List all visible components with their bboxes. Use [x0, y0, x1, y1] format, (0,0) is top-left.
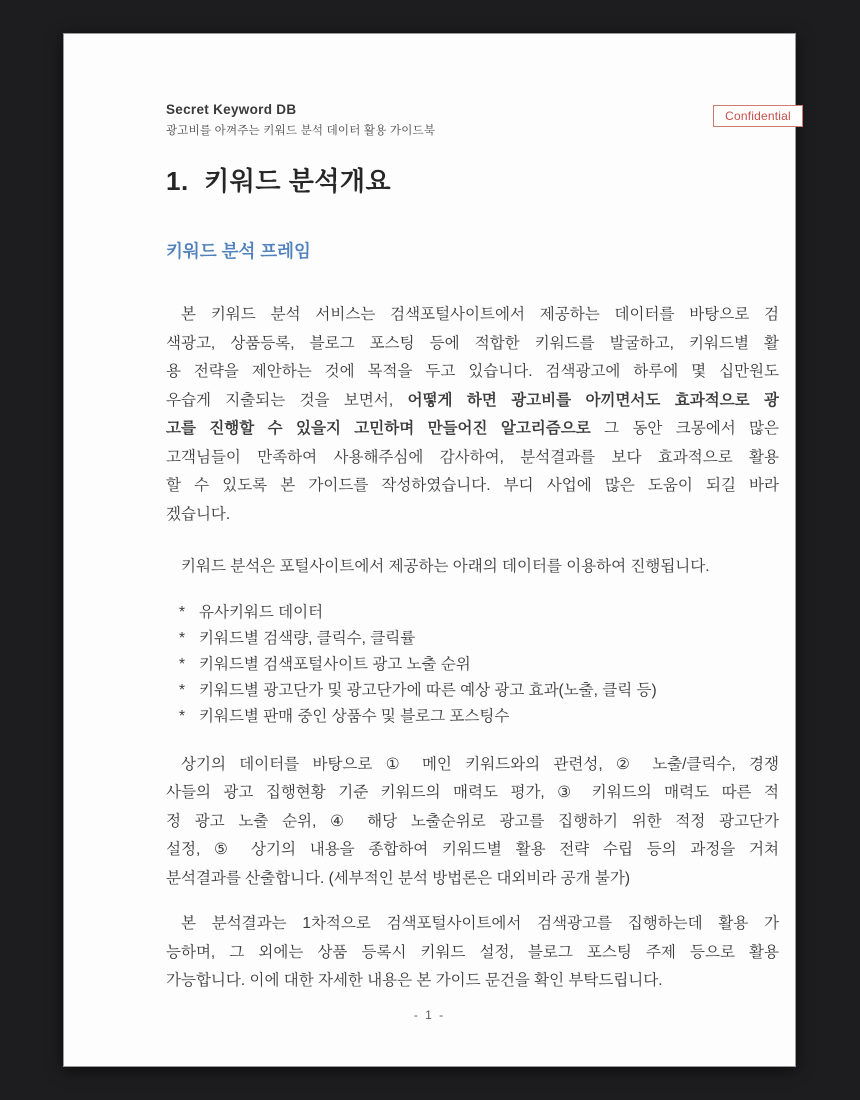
- list-item: [166, 600, 779, 626]
- doc-subtitle: 광고비를 아껴주는 키워드 분석 데이터 활용 가이드북: [166, 125, 436, 137]
- page-number: - 1 -: [413, 1008, 446, 1022]
- paragraph-intro: [166, 301, 779, 529]
- text-line: 분석결과를 산출합니다. (세부적인 분석 방법론은 대외비라 공개 불가): [166, 869, 631, 887]
- text-line: [166, 415, 779, 444]
- list-item-text: 키워드별 광고단가 및 광고단가에 따른 예상 광고 효과(노출, 클릭 등): [199, 681, 657, 699]
- list-item: [166, 626, 779, 652]
- bullet-marker: *: [179, 707, 186, 725]
- bullet-marker: *: [179, 655, 186, 673]
- text-segment: 그 동안 크몽에서 많은: [590, 420, 779, 437]
- text-line: 본 키워드 분석 서비스는 검색포털사이트에서 제공하는 데이터를 바탕으로 검: [181, 306, 779, 323]
- paragraph-usage: [166, 910, 779, 996]
- text-line: 가능합니다. 이에 대한 자세한 내용은 본 가이드 문건을 확인 부탁드립니다.: [166, 972, 663, 989]
- list-item-text: 유사키워드 데이터: [199, 603, 324, 621]
- text-line: 본 분석결과는 1차적으로 검색포털사이트에서 검색광고를 집행하는데 활용 가: [181, 915, 779, 932]
- doc-series-title: Secret Keyword DB: [166, 102, 297, 117]
- list-item-text: 키워드별 검색량, 클릭수, 클릭률: [199, 629, 416, 647]
- list-item-text: 키워드별 검색포털사이트 광고 노출 순위: [199, 655, 471, 673]
- document-page: [63, 33, 796, 1067]
- data-bullet-list: [166, 600, 779, 730]
- bullet-marker: *: [179, 681, 186, 699]
- text-line: 용 전략을 제안하는 것에 목적을 두고 있습니다. 검색광고에 하루에 몇 십만원도: [166, 363, 779, 380]
- list-item: [166, 652, 779, 678]
- text-line: 설정, ⑤ 상기의 내용을 종합하여 키워드별 활용 전략 수립 등의 과정을 거쳐: [166, 841, 779, 858]
- text-line: 겠습니다.: [166, 505, 231, 523]
- bullet-marker: *: [179, 629, 186, 647]
- text-line: 색광고, 상품등록, 블로그 포스팅 등에 적합한 키워드를 발굴하고, 키워드별 활: [166, 334, 779, 352]
- text-line: 할 수 있도록 본 가이드를 작성하였습니다. 부디 사업에 많은 도움이 되길 바라: [166, 477, 779, 494]
- confidential-stamp: Confidential: [713, 105, 803, 127]
- section-heading: 1. 키워드 분석개요: [166, 166, 392, 196]
- document-header: [166, 34, 791, 138]
- text-segment: 우습게 지출되는 것을 보면서,: [166, 391, 408, 409]
- text-line: 고객님들이 만족하여 사용해주심에 감사하여, 분석결과를 보다 효과적으로 활용: [166, 448, 779, 466]
- list-item: [166, 678, 779, 704]
- paragraph-data-source: [166, 553, 779, 582]
- text-line: 키워드 분석은 포털사이트에서 제공하는 아래의 데이터를 이용하여 진행됩니다.: [181, 558, 710, 575]
- text-line: [166, 387, 779, 416]
- list-item-text: 키워드별 판매 중인 상품수 및 블로그 포스팅수: [199, 707, 510, 725]
- list-item: [166, 704, 779, 730]
- text-line: 능하며, 그 외에는 상품 등록시 키워드 설정, 블로그 포스팅 주제 등으로 활용: [166, 943, 779, 961]
- text-line: 상기의 데이터를 바탕으로 ① 메인 키워드와의 관련성, ② 노출/클릭수, 경쟁: [181, 755, 779, 773]
- text-line: 사들의 광고 집행현황 기준 키워드의 매력도 평가, ③ 키워드의 매력도 따른 적: [166, 784, 779, 801]
- subsection-heading: 키워드 분석 프레임: [166, 241, 311, 261]
- paragraph-process: [166, 751, 779, 894]
- text-segment-bold: 어떻게 하면 광고비를 아끼면서도 효과적으로 광: [407, 391, 779, 409]
- text-segment-bold: 고를 진행할 수 있을지 고민하며 만들어진 알고리즘으로: [166, 420, 591, 437]
- text-line: 정 광고 노출 순위, ④ 해당 노출순위로 광고를 집행하기 위한 적정 광고단가: [166, 812, 779, 830]
- bullet-marker: *: [179, 603, 186, 621]
